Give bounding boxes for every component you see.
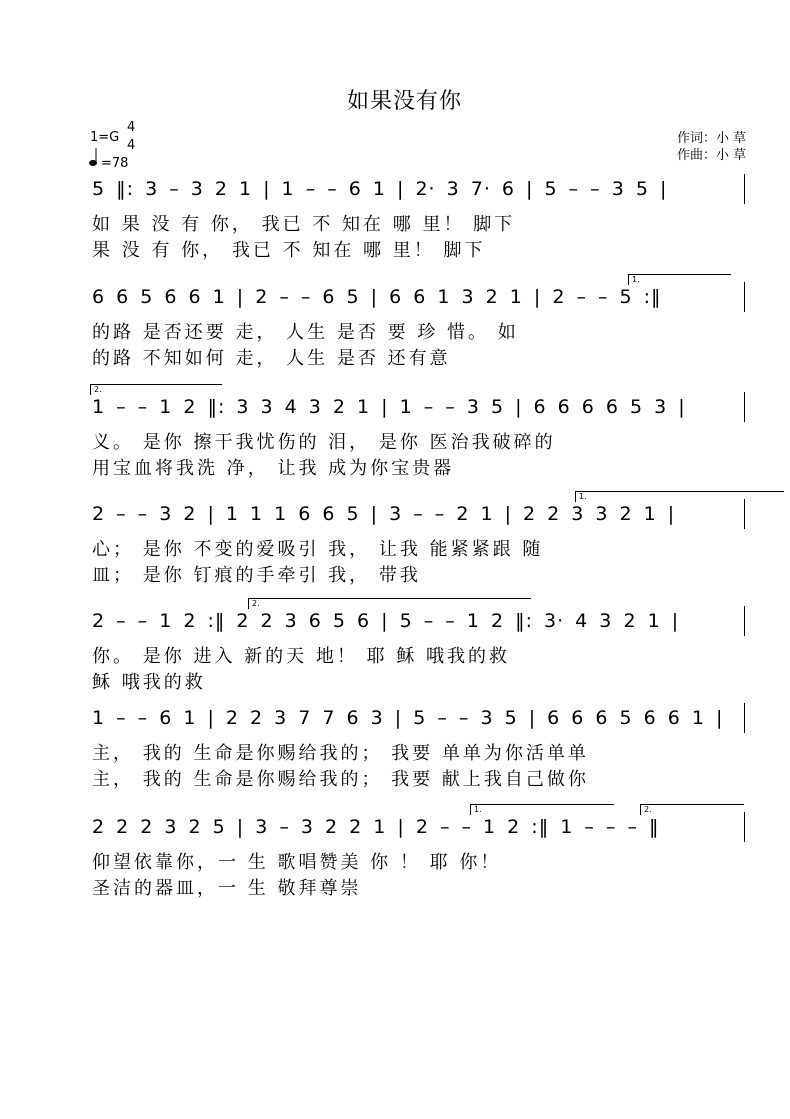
volta-bracket: [628, 274, 731, 285]
notation-row: 5 ‖: 3 – 3 2 1 | 1 – – 6 1 | 2· 3 7· 6 | 5 – – 3 5 |: [92, 178, 668, 200]
system-end-barline: [744, 812, 745, 842]
lyric-line-1: 的路 是否还要 走， 人生 是否 要 珍 惜。 如: [92, 322, 519, 343]
song-title: 如果没有你: [347, 89, 463, 114]
tempo: =78: [101, 156, 129, 171]
volta-label: 2.: [252, 599, 260, 608]
volta-label: 1.: [632, 275, 640, 284]
system-end-barline: [744, 499, 745, 529]
quarter-note-icon: [88, 146, 102, 168]
volta-label: 2.: [94, 385, 102, 394]
notation-row: 1 – – 6 1 | 2 2 3 7 7 6 3 | 5 – – 3 5 | 6 6 6 5 6 6 1 |: [92, 707, 724, 729]
lyric-line-1: 仰望依靠你，一 生 歌唱赞美 你 ！ 耶 你！: [92, 852, 502, 873]
volta-bracket: [90, 384, 222, 395]
system-end-barline: [744, 703, 745, 733]
time-signature-bottom: 4: [127, 138, 136, 153]
lyric-line-1: 主， 我的 生命是你赐给我的； 我要 单单为你活单单: [92, 743, 589, 764]
lyric-line-1: 如 果 没 有 你， 我已 不 知在 哪 里！ 脚下: [92, 214, 516, 235]
notation-row: 2 – – 3 2 | 1 1 1 6 6 5 | 3 – – 2 1 | 2 2 3 3 2 1 |: [92, 503, 676, 525]
lyric-line-2: 皿； 是你 钉痕的手牵引 我， 带我: [92, 565, 421, 586]
volta-bracket: [575, 491, 784, 502]
lyric-line-2: 圣洁的器皿，一 生 敬拜尊崇: [92, 878, 362, 899]
volta-label: 1.: [579, 492, 587, 501]
notation-row: 2 – – 1 2 :‖ 2 2 3 6 5 6 | 5 – – 1 2 ‖: 3· 4 3 2 1 |: [92, 610, 680, 632]
lyric-line-1: 义。 是你 擦干我忧伤的 泪， 是你 医治我破碎的: [92, 432, 556, 453]
volta-bracket: [470, 804, 614, 815]
system-end-barline: [744, 392, 745, 422]
notation-row: 1 – – 1 2 ‖: 3 3 4 3 2 1 | 1 – – 3 5 | 6 6 6 6 5 3 |: [92, 396, 686, 418]
notation-row: 6 6 5 6 6 1 | 2 – – 6 5 | 6 6 1 3 2 1 | 2 – – 5 :‖: [92, 286, 662, 308]
lyricist: 作词：小 草: [677, 131, 747, 146]
system-end-barline: [744, 282, 745, 312]
volta-bracket: [248, 598, 531, 609]
lyric-line-2: 用宝血将我洗 净， 让我 成为你宝贵器: [92, 458, 455, 479]
notation-row: 2 2 2 3 2 5 | 3 – 3 2 2 1 | 2 – – 1 2 :‖ 1 – – – ‖: [92, 816, 660, 838]
lyric-line-2: 稣 哦我的救: [92, 672, 206, 693]
volta-label: 1.: [474, 805, 482, 814]
lyric-line-2: 果 没 有 你， 我已 不 知在 哪 里！ 脚下: [92, 240, 486, 261]
lyric-line-2: 的路 不知如何 走， 人生 是否 还有意: [92, 348, 451, 369]
lyric-line-2: 主， 我的 生命是你赐给我的； 我要 献上我自己做你: [92, 769, 589, 790]
composer: 作曲：小 草: [677, 148, 747, 163]
key-signature: 1=G: [90, 130, 120, 145]
volta-label: 2.: [644, 805, 652, 814]
system-end-barline: [744, 174, 745, 204]
lyric-line-1: 心； 是你 不变的爱吸引 我， 让我 能紧紧跟 随: [92, 539, 544, 560]
lyric-line-1: 你。 是你 进入 新的天 地！ 耶 稣 哦我的救: [92, 646, 511, 667]
system-end-barline: [744, 606, 745, 636]
volta-bracket: [640, 804, 744, 815]
time-signature-top: 4: [127, 120, 136, 135]
